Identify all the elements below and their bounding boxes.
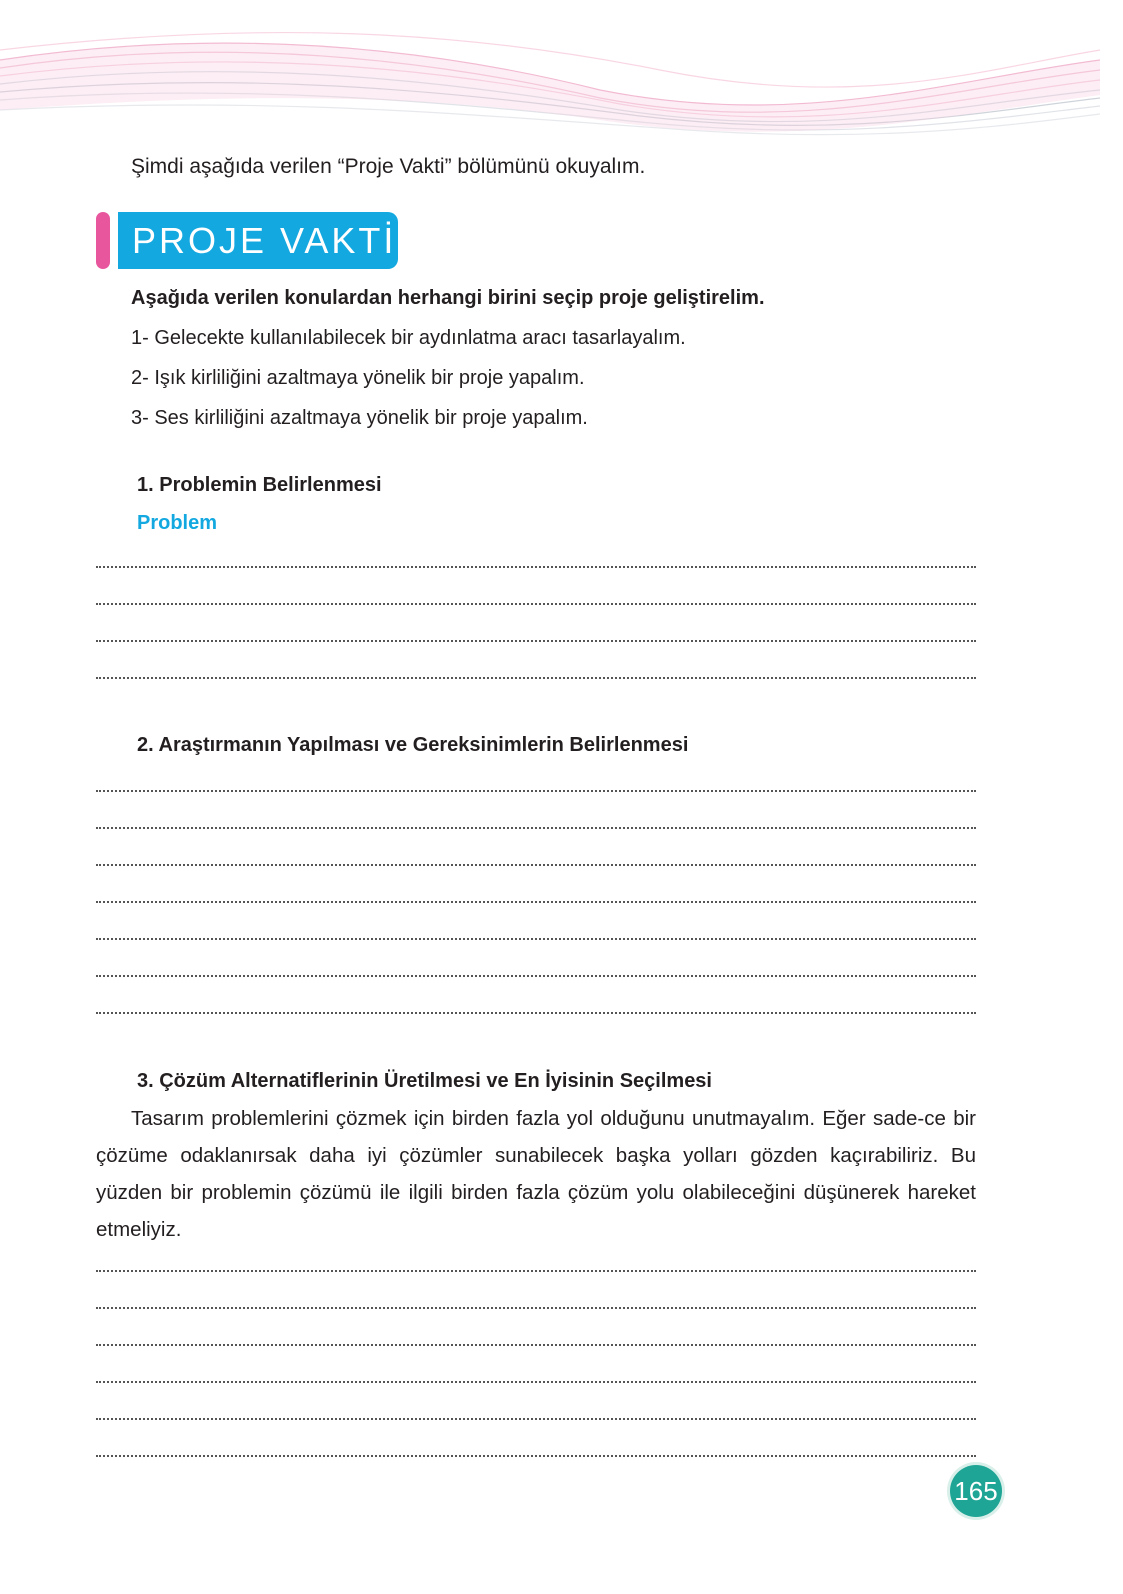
answer-line[interactable] — [96, 864, 976, 866]
answer-line[interactable] — [96, 603, 976, 605]
intro-text: Şimdi aşağıda verilen “Proje Vakti” bölümünü okuyalım. — [131, 155, 646, 178]
section2-heading: 2. Araştırmanın Yapılması ve Gereksinimlerin Belirlenmesi — [137, 734, 689, 756]
answer-line[interactable] — [96, 1012, 976, 1014]
section3-heading: 3. Çözüm Alternatiflerinin Üretilmesi ve En İyisinin Seçilmesi — [137, 1070, 712, 1092]
answer-line[interactable] — [96, 566, 976, 568]
answer-line[interactable] — [96, 1455, 976, 1457]
page-number-badge: 165 — [950, 1465, 1002, 1517]
lead-instruction: Aşağıda verilen konulardan herhangi birini seçip proje geliştirelim. — [131, 287, 765, 309]
answer-line[interactable] — [96, 640, 976, 642]
answer-line[interactable] — [96, 827, 976, 829]
answer-line[interactable] — [96, 1344, 976, 1346]
section1-subheading: Problem — [137, 512, 218, 534]
topic-item-1: 1- Gelecekte kullanılabilecek bir aydınlatma aracı tasarlayalım. — [131, 327, 686, 349]
answer-line[interactable] — [96, 938, 976, 940]
decorative-wave-banner — [0, 0, 1123, 160]
answer-line[interactable] — [96, 790, 976, 792]
answer-line[interactable] — [96, 975, 976, 977]
answer-line[interactable] — [96, 677, 976, 679]
answer-line[interactable] — [96, 1418, 976, 1420]
badge-title: PROJE VAKTİ — [118, 212, 398, 269]
section1-heading: 1. Problemin Belirlenmesi — [137, 474, 382, 496]
topic-item-3: 3- Ses kirliliğini azaltmaya yönelik bir proje yapalım. — [131, 407, 588, 429]
answer-line[interactable] — [96, 1307, 976, 1309]
section3-paragraph: Tasarım problemlerini çözmek için birden fazla yol olduğunu unutmayalım. Eğer sade-ce bir çözüme odaklanırsak daha iyi çözümler sunabilecek başka yolları gözden kaçırabiliriz. Bu yüzden bir problemin çözümü ile ilgili birden fazla çözüm yolu olabileceğini düşünerek hareket etmeliyiz. — [96, 1107, 976, 1241]
topic-item-2: 2- Işık kirliliğini azaltmaya yönelik bir proje yapalım. — [131, 367, 585, 389]
answer-line[interactable] — [96, 1381, 976, 1383]
badge-pink-tab — [96, 212, 110, 269]
answer-line[interactable] — [96, 1270, 976, 1272]
answer-line[interactable] — [96, 901, 976, 903]
